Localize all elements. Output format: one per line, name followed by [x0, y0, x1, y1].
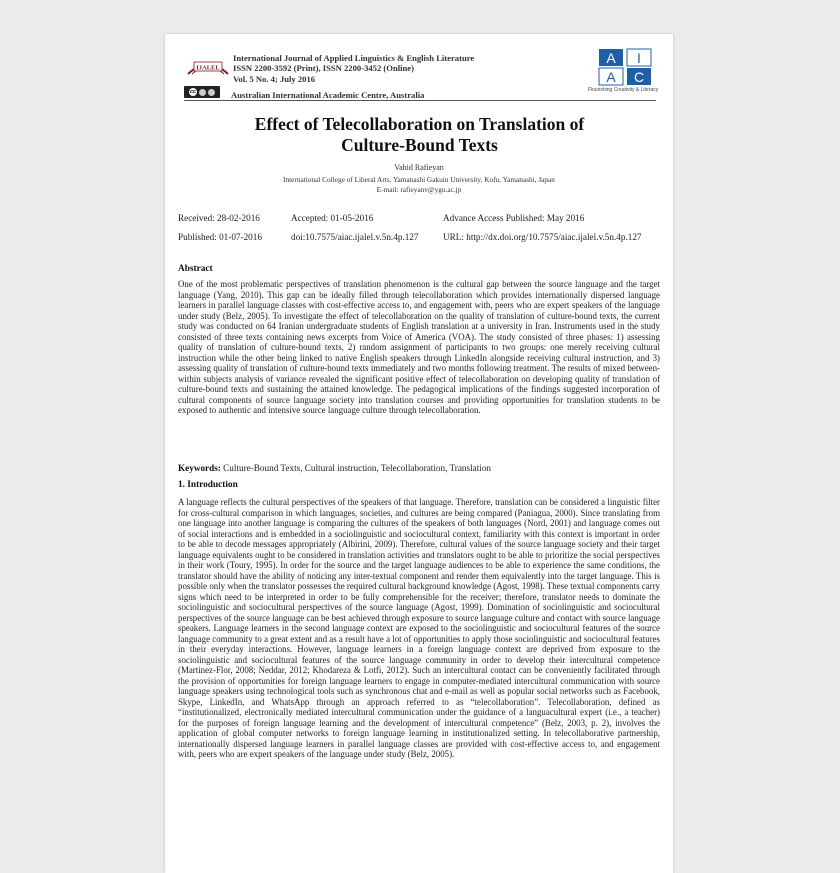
volume: Vol. 5 No. 4; July 2016	[233, 73, 316, 84]
author-affiliation: International College of Liberal Arts, Yamanashi Gakuin University, Kofu, Yamanashi, Japan	[283, 175, 555, 184]
author-email: E-mail: rafieyanv@ygu.ac.jp	[376, 185, 462, 194]
introduction-text: A language reflects the cultural perspectives of the speakers of that language. Therefore, translation can be considered a linguistic filter for cross-cultural comparison in which languages, societies, and cultures are being compared (Paniagua, 2000). Since translating from one language into another language is comparing the cultures of the speakers of both languages (Nord, 2001) and language comes out of social interactions and is embedded in a sociolinguistic and sociocultural context, familiarity with this context is important in order to be able to decode messages appropriately (Albirini, 2009). Therefore, cultural values of the source language society and their target language equivalents ought to be considered in translation activities and translators ought to be able to prioritize the social perspectives in their work (Toury, 1995). In order for the source and the target language audiences to be able to experience the same conditions, the translator should have the ability of noticing any inter-textual component and render them equivalently into the target language. This is possible only when the translator possesses the required cultural background knowledge (Agost, 1998). These textual components carry signs which need to be interpreted in order to be fully comprehensible for the receiver; therefore, translator needs to dominate the sociolinguistic and sociocultural perspectives of the source language (Agost, 1999). Domination of sociolinguistic and sociocultural perspectives of the source language can be best achieved through exposure to source language culture and contact with source language speakers. Language learners in the second language context are exposed to the sociolinguistic and sociocultural features of the source language community to a great extent and as a result have a lot of opportunities to apply those sociolinguistic and sociocultural features in their everyday interactions. However, language learners in a foreign language context are deprived from exposure to the sociolinguistic and sociocultural features of the source language community in order to develop their intercultural competence (Martinez-Flor, 2008; Neddar, 2012; Khodareza & Lotfi, 2012). Such an intercultural contact can be conveniently facilitated through the provision of opportunities for foreign language learners to engage in computer-mediated intercultural communication with source language speakers using technological tools such as synchronous chat and e-mail as well as popular social networks such as Facebook, Skype, LinkedIn, and WhatsApp through an approach referred to as “telecollaboration”. Telecollaboration, defined as “institutionalized, electronically mediated intercultural communication under the guidance of a languacultural expert (i.e., a teacher) for the purposes of foreign language learning and the development of intercultural competence” (Belz, 2003, p. 2), involves the application of global computer networks to foreign language learning in institutionalized setting. In telecollaborative partnership, internationally dispersed language learners in parallel language classes are provided with cost-effective access to, and engagement with, peers who are expert speakers of the language under study (Belz, 2005).	[178, 497, 660, 759]
received-date: Received: 28-02-2016	[178, 213, 260, 223]
ijalel-logo	[184, 53, 232, 79]
article-url[interactable]: URL: http://dx.doi.org/10.7575/aiac.ijalel.v.5n.4p.127	[443, 232, 642, 242]
keywords-label: Keywords:	[178, 463, 221, 473]
svg-text:I: I	[637, 50, 641, 66]
published-date: Published: 01-07-2016	[178, 232, 262, 242]
abstract-heading: Abstract	[178, 264, 213, 274]
aiac-tagline: Flourishing Creativity & Literacy	[587, 87, 659, 93]
svg-text:C: C	[633, 69, 645, 85]
svg-text:A: A	[606, 69, 616, 85]
svg-text:A: A	[606, 50, 616, 66]
publisher-name: Australian International Academic Centre, Australia	[231, 90, 425, 100]
keywords-list: Culture-Bound Texts, Cultural instruction, Telecollaboration, Translation	[220, 463, 492, 473]
title-line-2: Culture-Bound Texts	[341, 135, 498, 155]
abstract-text: One of the most problematic perspectives of translation phenomenon is the cultural gap between the source language and the target language (Yang, 2010). This gap can be ideally filled through telecollaboration which provides internationally dispersed language learners in parallel language classes with cost-effective access to, and engagement with, peers who are expert speakers of the language under study (Belz, 2005). To investigate the effect of telecollaboration on the quality of translation of culture-bound texts, the current study was conducted on 64 Iranian undergraduate students of English translation at a university in Iran. Instruments used in the study consisted of three texts containing news excerpts from Voice of America (VOA). The study consisted of three phases: 1) assessing quality of translation of culture-bound texts, 2) random assignment of participants to two groups: one merely receiving cultural instruction while the other being linked to native English speakers through LinkedIn alongside receiving cultural instruction, and 3) assessing quality of translation of culture-bound texts immediately and two months following treatment. The results of mixed between-within subjects analysis of variance revealed the significant positive effect of telecollaboration on developing quality of translation of culture-bound texts and sustaining the attained knowledge. The pedagogical implications of the findings suggested incorporation of cultural components of source language society into translation courses and providing opportunities for translation students to be exposed to authentic and intensive source language culture through telecollaboration.	[178, 279, 660, 415]
introduction-heading: 1. Introduction	[178, 480, 238, 490]
cc-license-label: cc	[189, 89, 197, 95]
ijalel-logo-text: IJALEL	[196, 64, 220, 72]
accepted-date: Accepted: 01-05-2016	[291, 213, 374, 223]
title-line-1: Effect of Telecollaboration on Translation of	[254, 114, 585, 134]
document-page	[165, 34, 673, 873]
author-name: Vahid Rafieyan	[394, 163, 444, 172]
doi: doi:10.7575/aiac.ijalel.v.5n.4p.127	[291, 232, 419, 242]
journal-header	[233, 53, 474, 84]
paper-title	[178, 114, 661, 156]
keywords	[178, 463, 660, 473]
issn: ISSN 2200-3592 (Print), ISSN 2200-3452 (Online)	[233, 63, 414, 74]
journal-name: International Journal of Applied Linguistics & English Literature	[233, 53, 475, 63]
header-divider	[184, 100, 656, 101]
cc-license-icon	[184, 86, 220, 98]
aiac-logo	[597, 48, 653, 86]
advance-access-date: Advance Access Published: May 2016	[443, 213, 585, 223]
